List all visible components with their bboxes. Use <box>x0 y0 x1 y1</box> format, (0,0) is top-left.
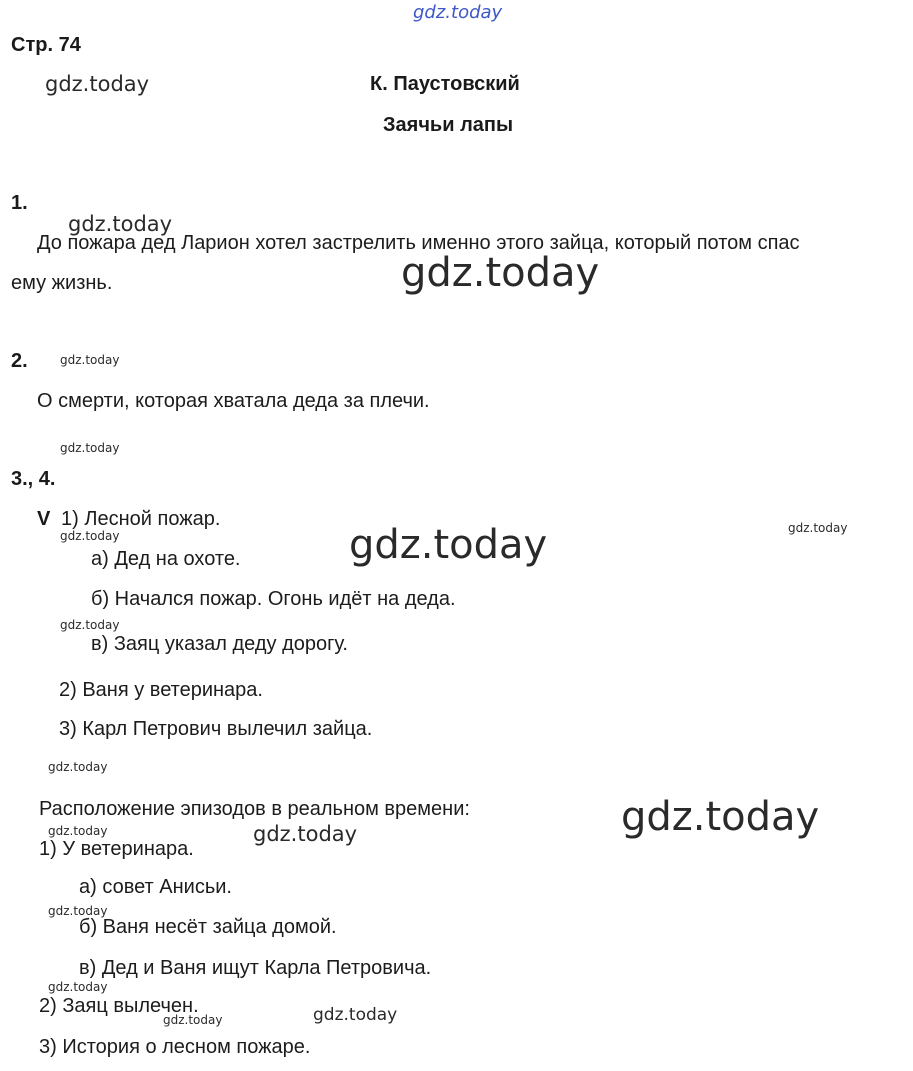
watermark: gdz.today <box>313 1005 398 1025</box>
question-3-4-number: 3., 4. <box>11 468 56 490</box>
plan-item: 2) Ваня у ветеринара. <box>59 679 263 701</box>
real-time-item: а) совет Анисьи. <box>79 876 232 898</box>
plan-item: б) Начался пожар. Огонь идёт на деда. <box>91 588 456 610</box>
real-time-item: 2) Заяц вылечен. <box>39 995 199 1017</box>
watermark: gdz.today <box>349 522 548 568</box>
real-time-item: в) Дед и Ваня ищут Карла Петровича. <box>79 957 432 979</box>
question-2-number: 2. <box>11 350 28 372</box>
watermark: gdz.today <box>788 521 848 535</box>
plan-item: в) Заяц указал деду дорогу. <box>91 633 348 655</box>
watermark: gdz.today <box>68 212 173 236</box>
plan-item: а) Дед на охоте. <box>91 548 241 570</box>
check-mark: V <box>37 508 51 530</box>
watermark: gdz.today <box>413 2 503 23</box>
watermark: gdz.today <box>163 1013 223 1027</box>
watermark: gdz.today <box>45 72 150 96</box>
watermark: gdz.today <box>60 353 120 367</box>
real-time-item: 3) История о лесном пожаре. <box>39 1036 311 1058</box>
watermark: gdz.today <box>60 441 120 455</box>
question-2-answer: О смерти, которая хватала деда за плечи. <box>37 390 430 412</box>
question-1-answer-line-1: До пожара дед Ларион хотел застрелить именно этого зайца, который потом спас <box>37 232 800 254</box>
watermark: gdz.today <box>253 822 358 846</box>
story-title: Заячьи лапы <box>383 114 514 136</box>
author: К. Паустовский <box>370 73 520 95</box>
page-number: Стр. 74 <box>11 34 81 56</box>
question-1-answer-line-2: ему жизнь. <box>11 272 113 294</box>
question-1-number: 1. <box>11 192 28 214</box>
watermark: gdz.today <box>621 794 820 840</box>
real-time-item: 1) У ветеринара. <box>39 838 194 860</box>
watermark: gdz.today <box>48 760 108 774</box>
plan-item: 1) Лесной пожар. <box>61 508 221 530</box>
watermark: gdz.today <box>48 980 108 994</box>
real-time-item: б) Ваня несёт зайца домой. <box>79 916 337 938</box>
watermark: gdz.today <box>48 824 108 838</box>
watermark: gdz.today <box>401 250 600 296</box>
plan-item: 3) Карл Петрович вылечил зайца. <box>59 718 373 740</box>
real-time-heading: Расположение эпизодов в реальном времени: <box>39 798 470 820</box>
watermark: gdz.today <box>48 904 108 918</box>
watermark: gdz.today <box>60 618 120 632</box>
watermark: gdz.today <box>60 529 120 543</box>
